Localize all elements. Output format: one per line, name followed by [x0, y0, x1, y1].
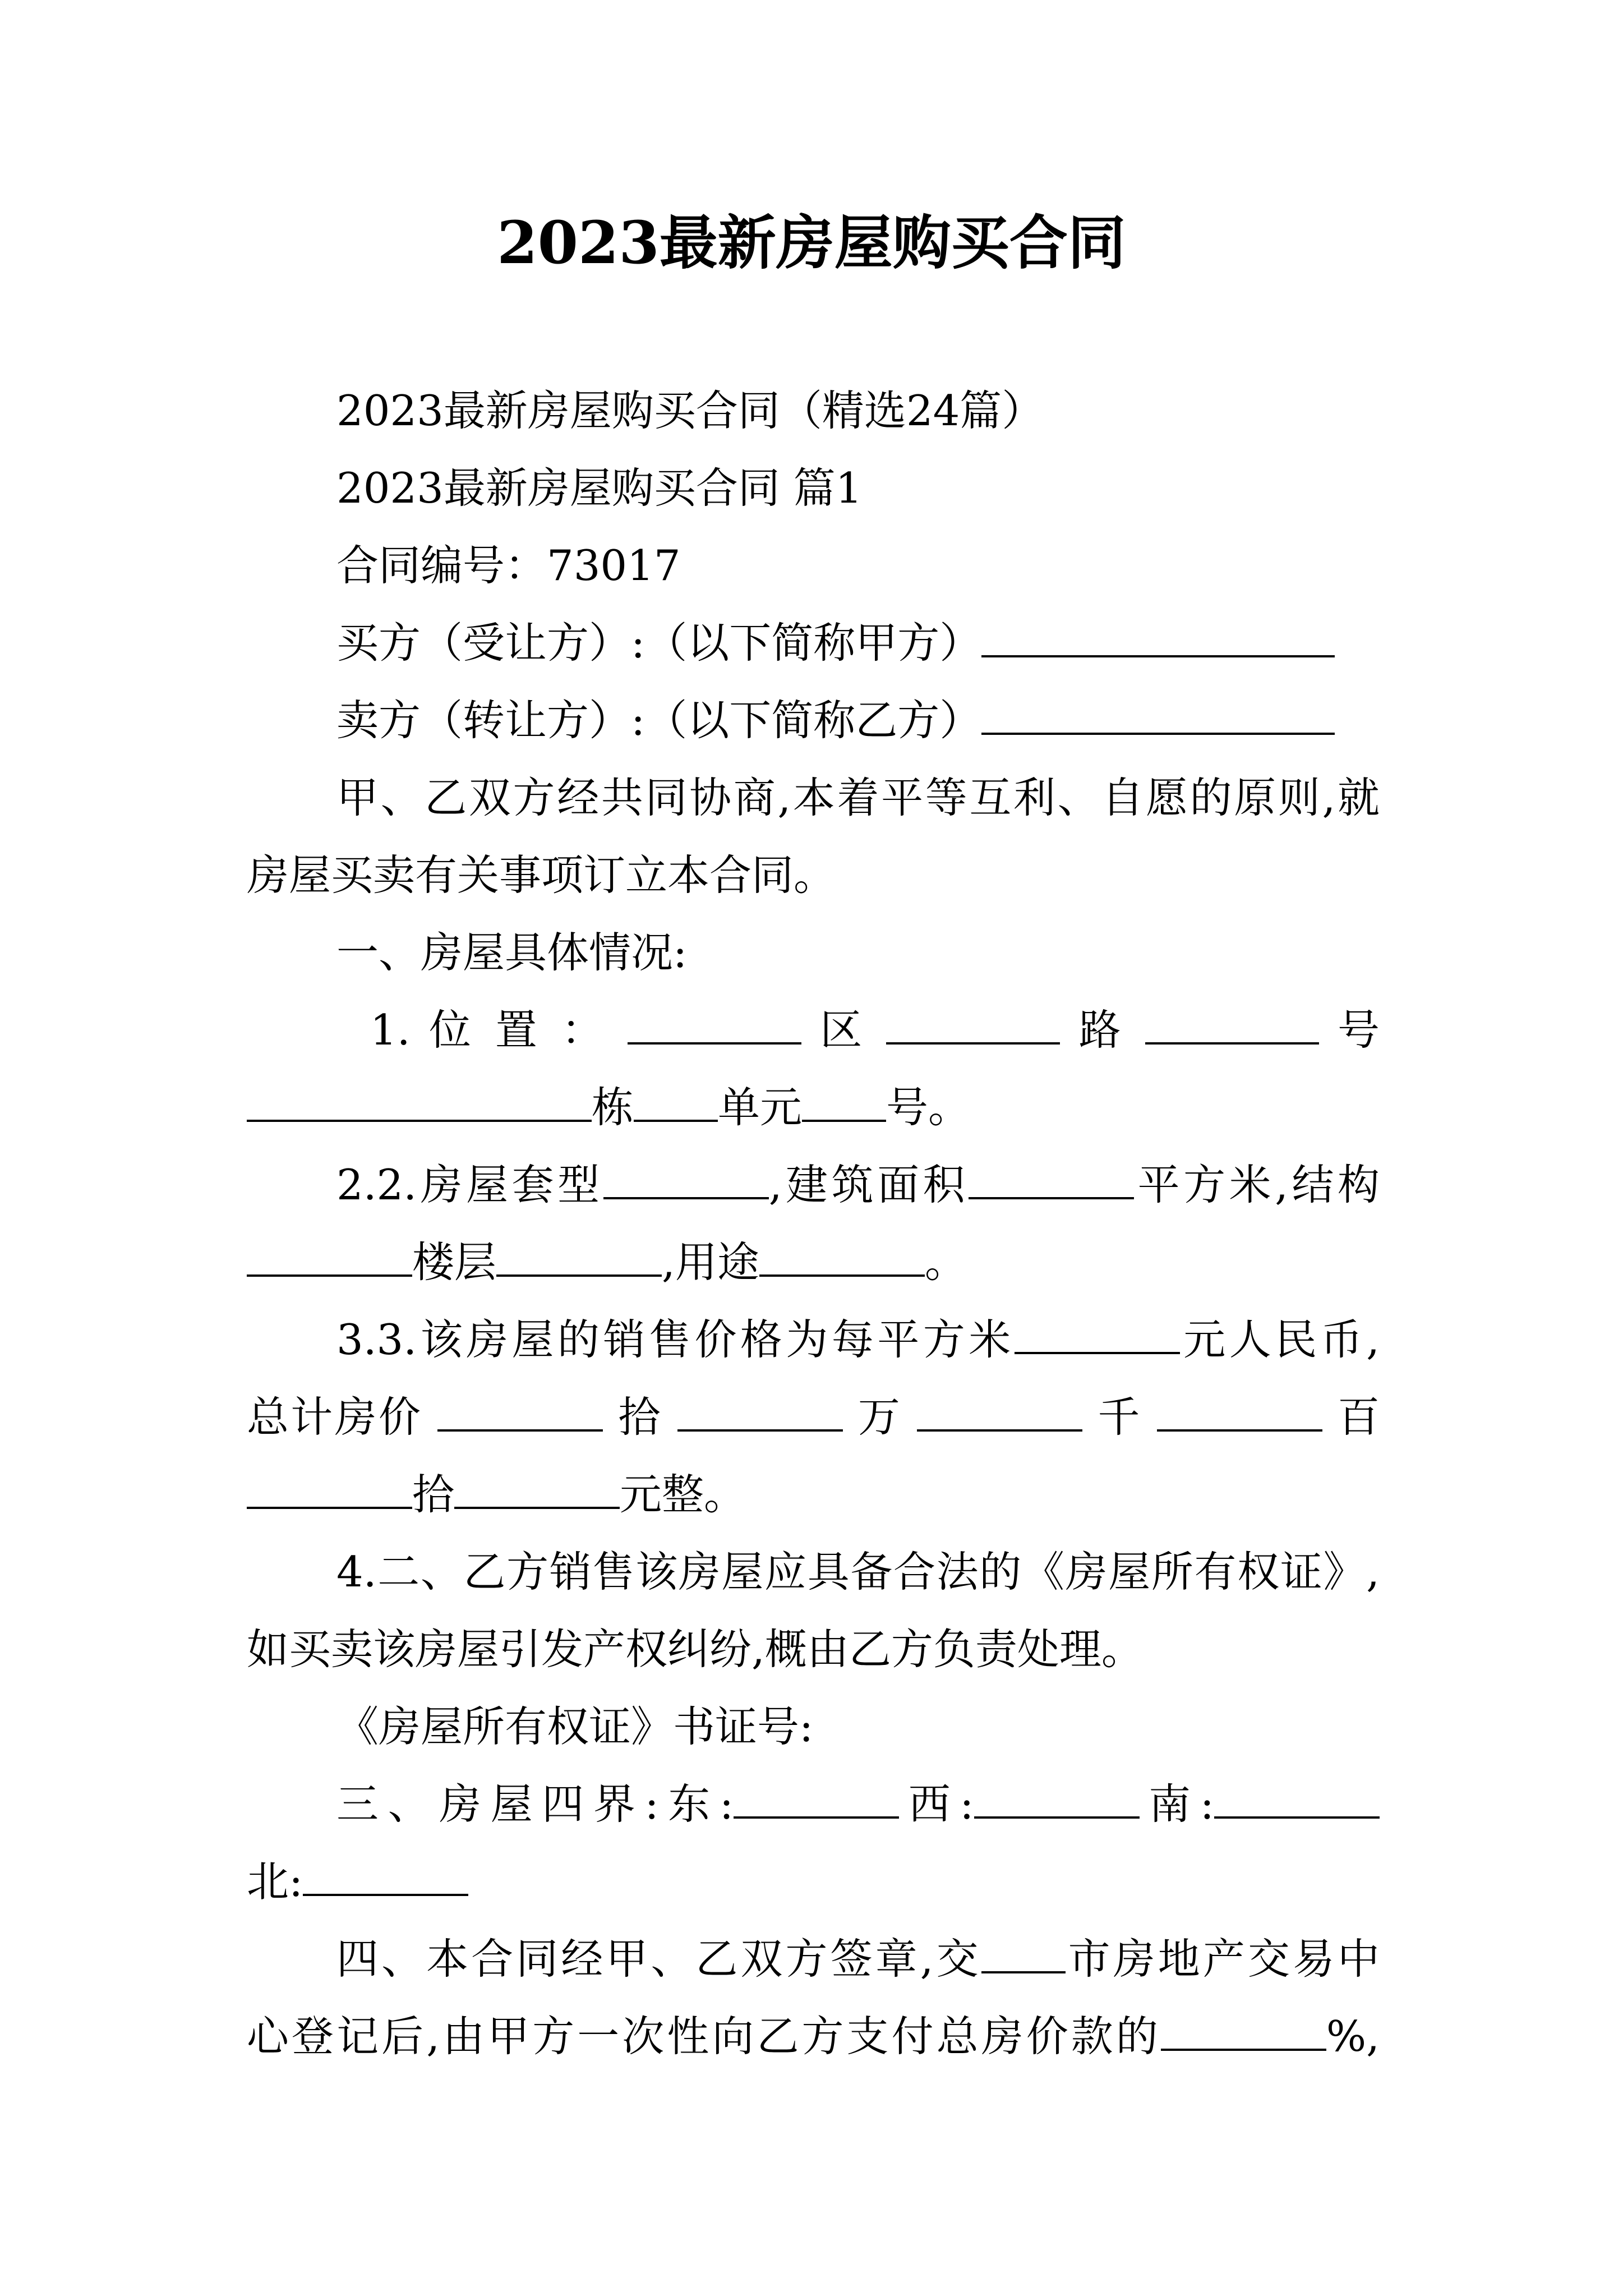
- blank-field: [603, 1175, 769, 1199]
- buyer-label: 买方（受让方）:（以下简称甲方）: [336, 618, 982, 668]
- building-label: 栋: [592, 1083, 634, 1132]
- paragraph-contract-number: 合同编号：73017: [336, 541, 681, 590]
- blank-field: [981, 1949, 1066, 1973]
- paragraph-seller: [336, 687, 1380, 754]
- blank-field: [969, 1175, 1134, 1199]
- paragraph-buyer: [336, 609, 1380, 677]
- currency-label: 元人民币,: [1179, 1315, 1380, 1364]
- location-label: 1. 位 置 ：: [370, 1005, 609, 1055]
- thousand-label: 千: [1098, 1392, 1142, 1442]
- blank-field: [247, 1097, 592, 1122]
- usage-label: ,用途: [662, 1237, 759, 1287]
- blank-field: [1145, 1020, 1319, 1045]
- blank-field: [634, 1097, 718, 1122]
- blank-field: [1015, 1329, 1180, 1354]
- floor-label: 楼层: [412, 1237, 497, 1287]
- percent-label: %,: [1326, 2012, 1380, 2061]
- seller-label: 卖方（转让方）:（以下简称乙方）: [336, 696, 982, 745]
- blank-field: [1161, 2026, 1326, 2051]
- unit-label: 单元: [718, 1083, 803, 1132]
- paragraph-section-heading: 2023最新房屋购买合同 篇1: [336, 463, 863, 513]
- blank-field: [247, 1484, 412, 1509]
- blank-field: [247, 1252, 412, 1277]
- blank-field: [628, 1020, 801, 1045]
- paragraph-ownership-line2: 如买卖该房屋引发产权纠纷,概由乙方负责处理。: [247, 1625, 1144, 1674]
- registration-label: 四、本合同经甲、乙双方签章,交: [336, 1934, 981, 1984]
- paragraph-payment-line1: [336, 1925, 1380, 1993]
- section-heading-1: 一、房屋具体情况:: [336, 928, 688, 977]
- west-label: 西:: [899, 1779, 974, 1829]
- area-label: ,建筑面积: [768, 1160, 969, 1209]
- blank-field: [759, 1252, 925, 1277]
- payment-label: 心登记后,由甲方一次性向乙方支付总房价款的: [247, 2012, 1161, 2061]
- price-label: 3.3.该房屋的销售价格为每平方米: [336, 1315, 1015, 1364]
- paragraph-location-line1: [370, 996, 1380, 1064]
- paragraph-subtitle: 2023最新房屋购买合同（精选24篇）: [336, 386, 1044, 435]
- paragraph-preamble-line2: 房屋买卖有关事项订立本合同。: [247, 850, 836, 900]
- blank-field: [454, 1484, 620, 1509]
- structure-label: 平方米,结构: [1134, 1160, 1380, 1209]
- south-label: 南:: [1139, 1779, 1214, 1829]
- document-title: 2023最新房屋购买合同: [497, 208, 1126, 277]
- road-label: 路: [1078, 1005, 1127, 1055]
- blank-field: [981, 710, 1335, 735]
- hundred-label: 百: [1337, 1392, 1380, 1442]
- paragraph-preamble-line1: 甲、乙双方经共同协商,本着平等互利、自愿的原则,就: [336, 773, 1380, 822]
- north-label: 北:: [247, 1857, 303, 1906]
- paragraph-boundaries-line2: [247, 1848, 1380, 1915]
- paragraph-certificate-number: 《房屋所有权证》书证号:: [336, 1702, 814, 1751]
- paragraph-boundaries-line1: [336, 1770, 1380, 1838]
- paragraph-location-line2: [247, 1074, 1380, 1141]
- paragraph-layout-line2: [247, 1228, 1380, 1296]
- blank-field: [496, 1252, 662, 1277]
- layout-label: 2.2.房屋套型: [336, 1160, 603, 1209]
- blank-field: [917, 1407, 1082, 1432]
- blank-field: [886, 1020, 1060, 1045]
- blank-field: [802, 1097, 886, 1122]
- period: 。: [924, 1237, 967, 1287]
- yuan-label: 元整。: [620, 1470, 746, 1519]
- blank-field: [677, 1407, 843, 1432]
- ten-thousand-label: 万: [857, 1392, 902, 1442]
- ten-label: 拾: [618, 1392, 662, 1442]
- ten-label: 拾: [412, 1470, 455, 1519]
- number-label: 号: [1337, 1005, 1380, 1055]
- district-label: 区: [820, 1005, 868, 1055]
- paragraph-payment-line2: [247, 2003, 1380, 2070]
- paragraph-price-line2: [247, 1383, 1380, 1451]
- center-label: 市房地产交易中: [1065, 1934, 1380, 1984]
- room-label: 号。: [886, 1083, 971, 1132]
- blank-field: [1157, 1407, 1322, 1432]
- paragraph-price-line3: [247, 1461, 1380, 1528]
- total-price-label: 总计房价: [247, 1392, 423, 1442]
- blank-field: [974, 1794, 1140, 1819]
- east-label: 三、房屋四界:东:: [336, 1779, 734, 1829]
- blank-field: [303, 1871, 468, 1896]
- paragraph-ownership-line1: 4.二、乙方销售该房屋应具备合法的《房屋所有权证》,: [336, 1547, 1380, 1596]
- blank-field: [1214, 1794, 1380, 1819]
- blank-field: [437, 1407, 603, 1432]
- paragraph-price-line1: [336, 1306, 1380, 1373]
- blank-field: [734, 1794, 899, 1819]
- paragraph-layout-line1: [336, 1151, 1380, 1218]
- blank-field: [981, 633, 1335, 657]
